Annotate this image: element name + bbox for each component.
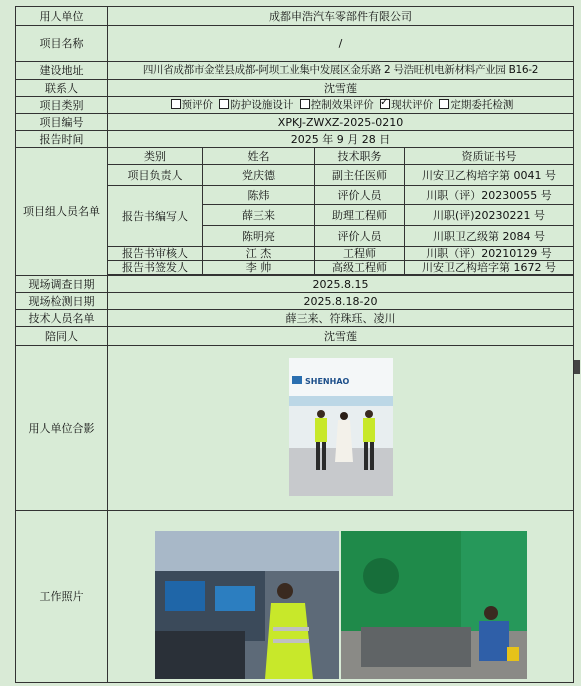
page-edge-marker — [574, 360, 580, 374]
escort-label: 陪同人 — [16, 327, 108, 346]
survey-date-value: 2025.8.15 — [108, 276, 574, 293]
team-title: 助理工程师 — [315, 205, 405, 226]
team-title: 评价人员 — [315, 186, 405, 205]
employer-value: 成都申浩汽车零部件有限公司 — [108, 7, 574, 26]
option-pre-evaluation: 预评价 — [181, 98, 214, 111]
team-cert: 川安卫乙构培字第 0041 号 — [405, 165, 574, 186]
escort-value: 沈雪莲 — [108, 327, 574, 346]
team-title: 高级工程师 — [315, 261, 405, 275]
option-periodic-detection: 定期委托检测 — [450, 98, 514, 111]
checkbox-current-evaluation[interactable] — [380, 99, 390, 109]
team-name: 薛三来 — [203, 205, 315, 226]
report-time-value: 2025 年 9 月 28 日 — [108, 131, 574, 148]
team-header-cert: 资质证书号 — [405, 148, 574, 165]
work-photo-workshop — [155, 531, 339, 679]
work-photo-label: 工作照片 — [16, 511, 108, 683]
team-header-name: 姓名 — [203, 148, 315, 165]
checkbox-protection-design[interactable] — [219, 99, 229, 109]
group-photo-cell — [108, 346, 574, 511]
tech-staff-label: 技术人员名单 — [16, 310, 108, 327]
team-name: 陈炜 — [203, 186, 315, 205]
team-cert: 川职卫乙级第 2084 号 — [405, 226, 574, 247]
project-name-value: / — [108, 26, 574, 62]
report-time-label: 报告时间 — [16, 131, 108, 148]
address-label: 建设地址 — [16, 62, 108, 80]
team-header-title: 技术职务 — [315, 148, 405, 165]
team-title: 工程师 — [315, 247, 405, 261]
contact-label: 联系人 — [16, 80, 108, 97]
work-photo-cell — [108, 511, 574, 683]
option-protection-design: 防护设施设计 — [230, 98, 294, 111]
team-cert: 川安卫乙构培字第 1672 号 — [405, 261, 574, 275]
team-label: 项目组人员名单 — [16, 148, 108, 276]
team-name: 陈明亮 — [203, 226, 315, 247]
category-options — [108, 97, 574, 114]
team-role: 报告书编写人 — [108, 186, 203, 247]
team-cert: 川职（评）20210129 号 — [405, 247, 574, 261]
checkbox-periodic-detection[interactable] — [439, 99, 449, 109]
contact-value: 沈雪莲 — [108, 80, 574, 97]
employer-label: 用人单位 — [16, 7, 108, 26]
team-name: 江 杰 — [203, 247, 315, 261]
address-value: 四川省成都市金堂县成都-阿坝工业集中发展区金乐路 2 号浩旺机电新材料产业园 B16-2 — [108, 62, 574, 80]
project-info-table — [15, 6, 574, 683]
team-cert: 川职(评)20230221 号 — [405, 205, 574, 226]
option-control-effect: 控制效果评价 — [310, 98, 374, 111]
category-label: 项目类别 — [16, 97, 108, 114]
project-no-value: XPKJ-ZWXZ-2025-0210 — [108, 114, 574, 131]
checkbox-pre-evaluation[interactable] — [171, 99, 181, 109]
team-title: 评价人员 — [315, 226, 405, 247]
team-cert: 川职（评）20230055 号 — [405, 186, 574, 205]
team-role: 项目负责人 — [108, 165, 203, 186]
team-header-role: 类别 — [108, 148, 203, 165]
group-photo — [289, 358, 393, 496]
project-name-label: 项目名称 — [16, 26, 108, 62]
option-current-evaluation: 现状评价 — [391, 98, 434, 111]
project-no-label: 项目编号 — [16, 114, 108, 131]
tech-staff-value: 薛三来、符珠珏、凌川 — [108, 310, 574, 327]
detect-date-value: 2025.8.18-20 — [108, 293, 574, 310]
work-photo-tanks — [341, 531, 527, 679]
tanks-photo-image — [341, 531, 527, 679]
logo-text: SHENHAO — [304, 376, 349, 386]
group-photo-label: 用人单位合影 — [16, 346, 108, 511]
team-role: 报告书审核人 — [108, 247, 203, 261]
detect-date-label: 现场检测日期 — [16, 293, 108, 310]
team-title: 副主任医师 — [315, 165, 405, 186]
checkbox-control-effect[interactable] — [300, 99, 310, 109]
group-photo-image — [289, 358, 393, 496]
team-name: 党庆德 — [203, 165, 315, 186]
team-name: 李 帅 — [203, 261, 315, 275]
team-role: 报告书签发人 — [108, 261, 203, 275]
workshop-photo-image — [155, 531, 339, 679]
survey-date-label: 现场调查日期 — [16, 276, 108, 293]
